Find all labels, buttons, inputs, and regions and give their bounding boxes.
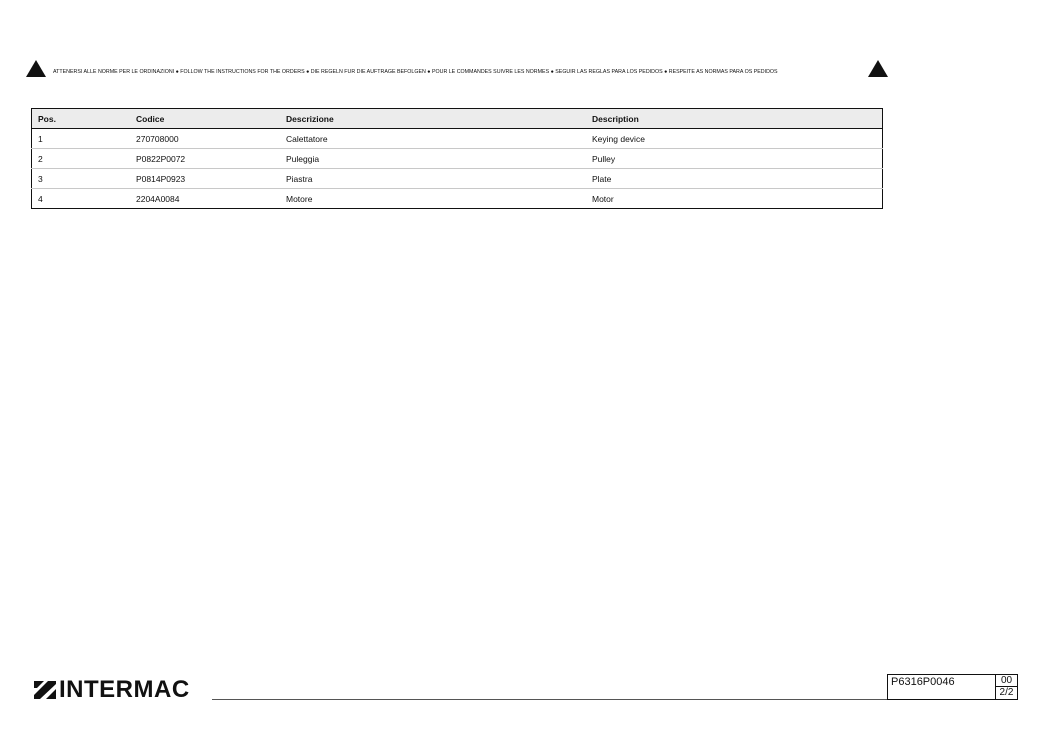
page-number: 2/2: [999, 687, 1014, 698]
table-header-row: [32, 109, 883, 129]
table-row: [32, 189, 883, 209]
cell-codice: 270708000: [130, 129, 280, 149]
cell-pos: 2: [32, 149, 131, 169]
header-descrizione: Descrizione: [280, 109, 586, 129]
table-row: [32, 169, 883, 189]
intermac-stripes-icon: [34, 681, 56, 699]
cell-description: Plate: [586, 169, 883, 189]
header-pos: Pos.: [32, 109, 131, 129]
table-row: [32, 149, 883, 169]
document-id-box: [887, 674, 1018, 700]
revision-page-cell: [995, 675, 1017, 699]
parts-table: [31, 108, 883, 209]
header-codice: Codice: [130, 109, 280, 129]
document-code: P6316P0046: [891, 676, 955, 688]
order-instructions-banner: [26, 60, 888, 80]
intermac-logo: [34, 678, 190, 702]
footer-rule: [212, 699, 888, 700]
warning-triangle-icon: [868, 60, 888, 77]
order-instructions-text: ATTENERSI ALLE NORME PER LE ORDINAZIONI ● FOLLOW THE INSTRUCTIONS FOR THE ORDERS ● DIE REGELN FUR DIE AUFTRAGE BEFOLGEN ● POUR LE COMMANDES SUIVRE LES NORMES ● SEGUIR LAS REGLAS PARA LOS PEDIDOS ● RESPEITE AS NORMAS PARA OS PEDIDOS: [53, 69, 778, 75]
cell-description: Motor: [592, 193, 614, 204]
cell-description: Keying device: [586, 129, 883, 149]
cell-descrizione: Piastra: [280, 169, 586, 189]
cell-descrizione: Calettatore: [280, 129, 586, 149]
cell-codice: 2204A0084: [136, 193, 180, 204]
cell-descrizione: Puleggia: [280, 149, 586, 169]
cell-pos: 3: [32, 169, 131, 189]
cell-pos: 4: [38, 193, 43, 204]
header-description: Description: [586, 109, 883, 129]
cell-pos: 1: [32, 129, 131, 149]
warning-triangle-icon: [26, 60, 46, 77]
cell-description: Pulley: [586, 149, 883, 169]
cell-codice: P0822P0072: [130, 149, 280, 169]
cell-descrizione: Motore: [286, 193, 313, 204]
revision-number: 00: [996, 675, 1017, 687]
cell-codice: P0814P0923: [130, 169, 280, 189]
table-row: [32, 129, 883, 149]
brand-name: INTERMAC: [59, 676, 190, 703]
